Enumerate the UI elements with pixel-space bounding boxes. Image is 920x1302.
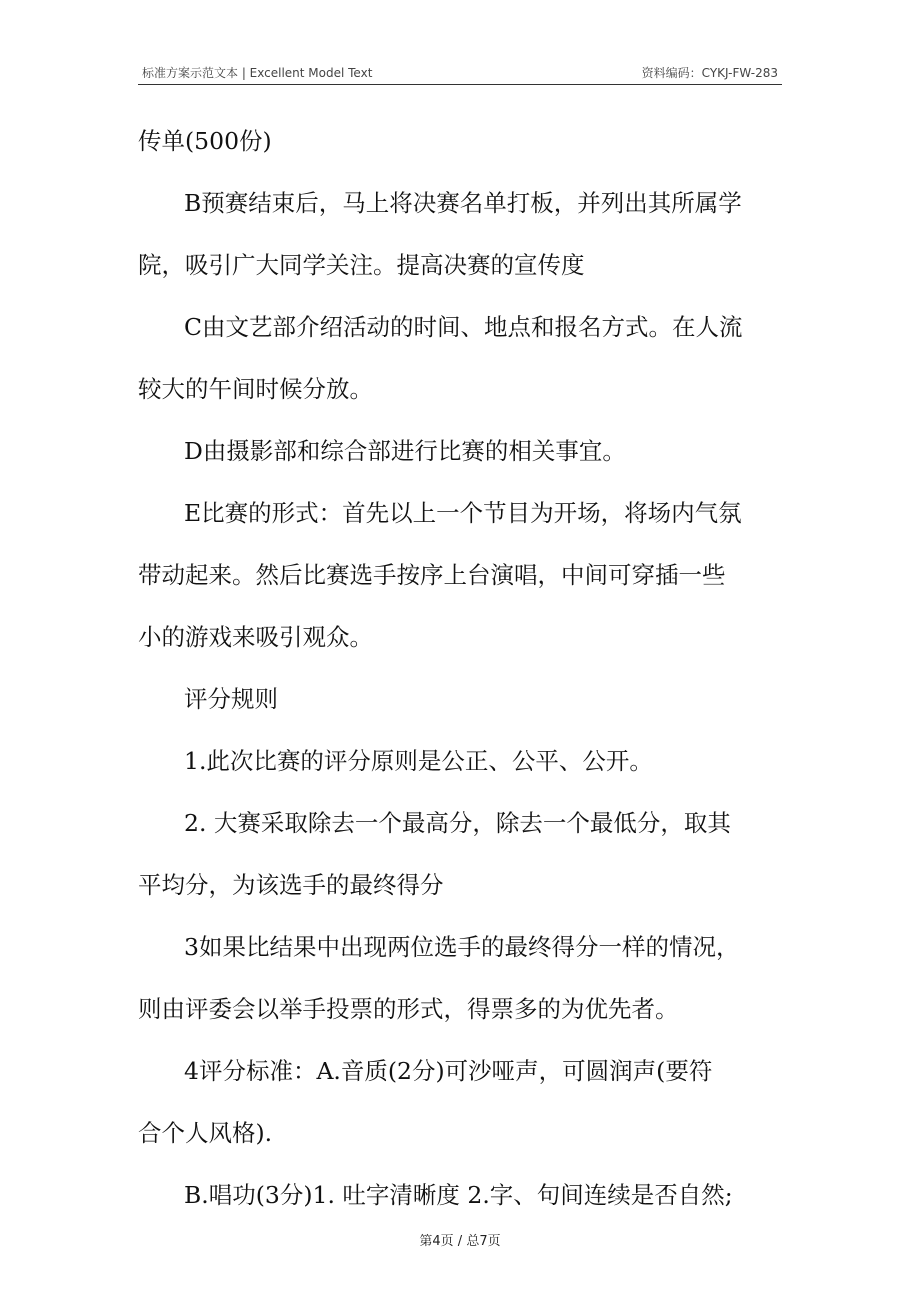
paragraph-line: 4评分标准：A.音质(2分)可沙哑声，可圆润声(要符 (184, 1057, 713, 1085)
paragraph-line: 传单(500份) (138, 127, 272, 155)
page-header (138, 60, 782, 85)
paragraph-line: 则由评委会以举手投票的形式，得票多的为优先者。 (138, 995, 679, 1023)
paragraph-line: 院，吸引广大同学关注。提高决赛的宣传度 (138, 251, 585, 279)
header-doc-code: 资料编码：CYKJ-FW-283 (641, 66, 778, 80)
paragraph-line: 小的游戏来吸引观众。 (138, 623, 373, 651)
page-footer (0, 1230, 920, 1249)
paragraph-line: D由摄影部和综合部进行比赛的相关事宜。 (184, 437, 626, 465)
paragraph-line: 平均分，为该选手的最终得分 (138, 871, 444, 899)
header-title: 标准方案示范文本 | Excellent Model Text (142, 66, 373, 80)
paragraph-line: B.唱功(3分)1. 吐字清晰度 2.字、句间连续是否自然; (184, 1181, 733, 1209)
paragraph-line: C由文艺部介绍活动的时间、地点和报名方式。在人流 (184, 313, 743, 341)
page-number: 第4页 / 总7页 (419, 1234, 501, 1249)
paragraph-line: 带动起来。然后比赛选手按序上台演唱，中间可穿插一些 (138, 561, 726, 589)
paragraph-line: 2. 大赛采取除去一个最高分，除去一个最低分，取其 (184, 809, 731, 837)
paragraph-line: 3如果比结果中出现两位选手的最终得分一样的情况， (184, 933, 740, 961)
paragraph-line: E比赛的形式：首先以上一个节目为开场，将场内气氛 (184, 499, 742, 527)
paragraph-line: 1.此次比赛的评分原则是公正、公平、公开。 (184, 747, 653, 775)
paragraph-line: B预赛结束后，马上将决赛名单打板，并列出其所属学 (184, 189, 742, 217)
section-heading: 评分规则 (184, 685, 278, 713)
paragraph-line: 合个人风格). (138, 1119, 273, 1147)
paragraph-line: 较大的午间时候分放。 (138, 375, 373, 403)
